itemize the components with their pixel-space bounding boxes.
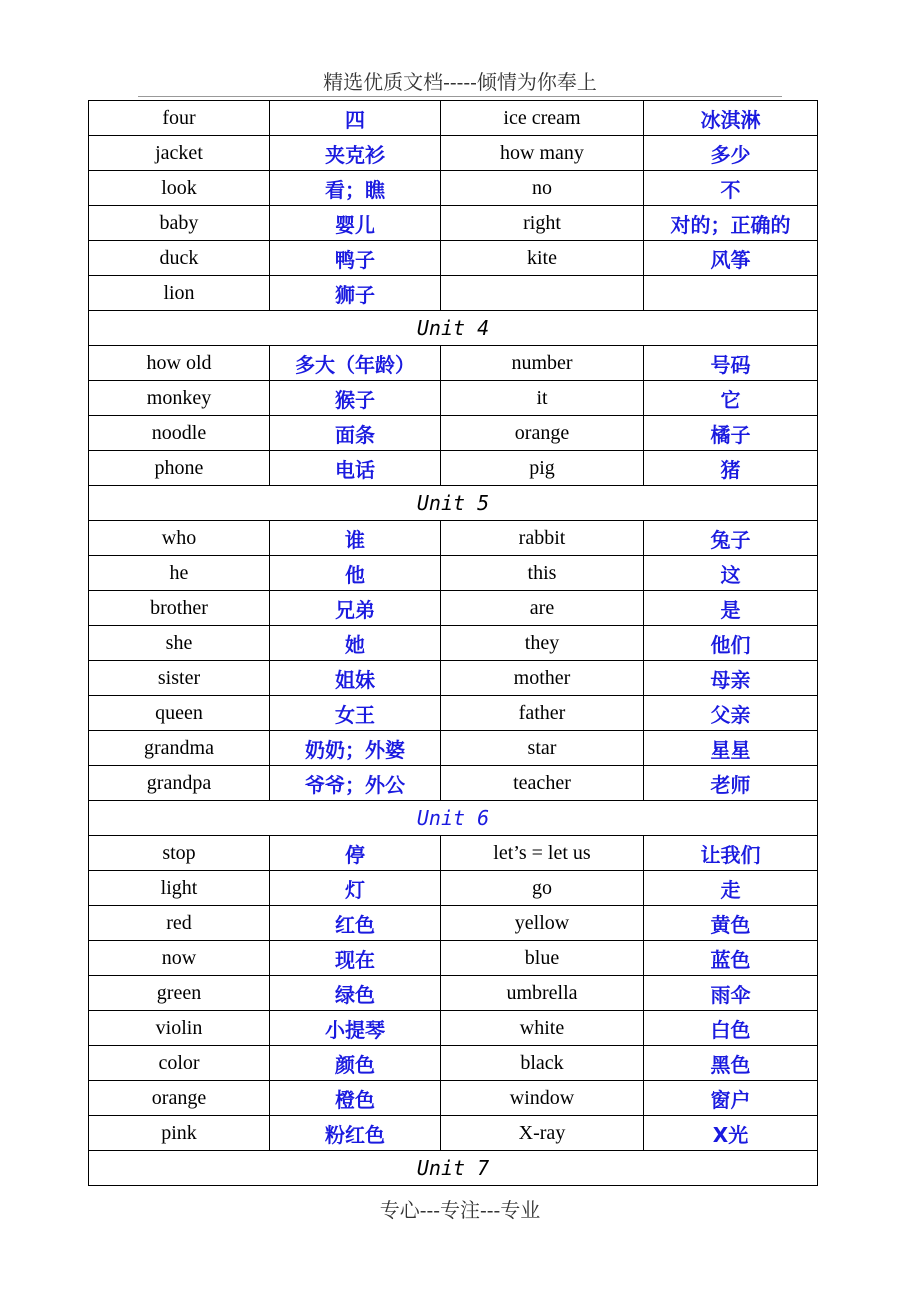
chinese-translation: 雨伞	[644, 976, 818, 1011]
chinese-translation: 她	[270, 626, 441, 661]
english-word: ice cream	[441, 101, 644, 136]
chinese-translation: 风筝	[644, 241, 818, 276]
english-word: noodle	[89, 416, 270, 451]
chinese-translation: 看；瞧	[270, 171, 441, 206]
english-word: window	[441, 1081, 644, 1116]
vocab-row	[89, 521, 818, 556]
english-word: mother	[441, 661, 644, 696]
chinese-translation: 老师	[644, 766, 818, 801]
vocab-row	[89, 101, 818, 136]
english-word: baby	[89, 206, 270, 241]
english-word: grandpa	[89, 766, 270, 801]
chinese-translation: 多大（年龄）	[270, 346, 441, 381]
english-word: light	[89, 871, 270, 906]
english-word: black	[441, 1046, 644, 1081]
chinese-translation: 绿色	[270, 976, 441, 1011]
english-word: four	[89, 101, 270, 136]
vocab-row	[89, 416, 818, 451]
english-word: queen	[89, 696, 270, 731]
vocab-row	[89, 871, 818, 906]
chinese-translation: 兔子	[644, 521, 818, 556]
english-word: pig	[441, 451, 644, 486]
unit-header-row	[89, 801, 818, 836]
chinese-translation: 星星	[644, 731, 818, 766]
chinese-translation: 蓝色	[644, 941, 818, 976]
chinese-translation: 多少	[644, 136, 818, 171]
chinese-translation: 不	[644, 171, 818, 206]
english-word: brother	[89, 591, 270, 626]
english-word: green	[89, 976, 270, 1011]
chinese-translation: 姐妹	[270, 661, 441, 696]
english-word: pink	[89, 1116, 270, 1151]
vocab-row	[89, 731, 818, 766]
vocab-row	[89, 1116, 818, 1151]
vocab-row	[89, 206, 818, 241]
english-word: blue	[441, 941, 644, 976]
english-word: phone	[89, 451, 270, 486]
vocab-row	[89, 556, 818, 591]
english-word: color	[89, 1046, 270, 1081]
unit-heading: Unit 6	[89, 801, 818, 836]
chinese-translation: 婴儿	[270, 206, 441, 241]
vocab-row	[89, 241, 818, 276]
chinese-translation: 黄色	[644, 906, 818, 941]
english-word: rabbit	[441, 521, 644, 556]
english-word: no	[441, 171, 644, 206]
english-word: right	[441, 206, 644, 241]
english-word: monkey	[89, 381, 270, 416]
vocab-row	[89, 696, 818, 731]
vocab-row	[89, 171, 818, 206]
chinese-translation: 兄弟	[270, 591, 441, 626]
vocab-row	[89, 591, 818, 626]
header-rule	[138, 96, 782, 97]
english-word: X-ray	[441, 1116, 644, 1151]
chinese-translation: 停	[270, 836, 441, 871]
chinese-translation: 白色	[644, 1011, 818, 1046]
chinese-translation: 女王	[270, 696, 441, 731]
english-word: stop	[89, 836, 270, 871]
english-word: it	[441, 381, 644, 416]
chinese-translation: 奶奶；外婆	[270, 731, 441, 766]
chinese-translation: 爷爷；外公	[270, 766, 441, 801]
chinese-translation: 粉红色	[270, 1116, 441, 1151]
chinese-translation: 猴子	[270, 381, 441, 416]
chinese-translation: 他	[270, 556, 441, 591]
english-word: violin	[89, 1011, 270, 1046]
vocab-row	[89, 661, 818, 696]
vocab-row	[89, 766, 818, 801]
vocab-row	[89, 346, 818, 381]
chinese-translation: 母亲	[644, 661, 818, 696]
vocab-row	[89, 906, 818, 941]
english-word: white	[441, 1011, 644, 1046]
english-word: yellow	[441, 906, 644, 941]
english-word: teacher	[441, 766, 644, 801]
chinese-translation: 冰淇淋	[644, 101, 818, 136]
vocab-row	[89, 451, 818, 486]
english-word: grandma	[89, 731, 270, 766]
english-word: now	[89, 941, 270, 976]
vocabulary-table	[88, 100, 818, 1186]
english-word	[441, 276, 644, 311]
english-word: this	[441, 556, 644, 591]
vocab-row	[89, 941, 818, 976]
chinese-translation: 黑色	[644, 1046, 818, 1081]
page-footer: 专心---专注---专业	[379, 1198, 541, 1222]
unit-header-row	[89, 1151, 818, 1186]
chinese-translation: 对的；正确的	[644, 206, 818, 241]
english-word: how old	[89, 346, 270, 381]
chinese-translation: 夹克衫	[270, 136, 441, 171]
english-word: jacket	[89, 136, 270, 171]
chinese-translation: 这	[644, 556, 818, 591]
chinese-translation: 窗户	[644, 1081, 818, 1116]
vocab-row	[89, 1011, 818, 1046]
english-word: who	[89, 521, 270, 556]
chinese-translation	[644, 276, 818, 311]
vocab-row	[89, 976, 818, 1011]
english-word: father	[441, 696, 644, 731]
vocab-row	[89, 1046, 818, 1081]
english-word: are	[441, 591, 644, 626]
chinese-translation: 鸭子	[270, 241, 441, 276]
chinese-translation: X光	[644, 1116, 818, 1151]
unit-heading: Unit 7	[89, 1151, 818, 1186]
chinese-translation: 橙色	[270, 1081, 441, 1116]
vocab-row	[89, 381, 818, 416]
chinese-translation: 现在	[270, 941, 441, 976]
english-word: kite	[441, 241, 644, 276]
chinese-translation: 灯	[270, 871, 441, 906]
english-word: red	[89, 906, 270, 941]
english-word: orange	[89, 1081, 270, 1116]
chinese-translation: 走	[644, 871, 818, 906]
english-word: lion	[89, 276, 270, 311]
english-word: umbrella	[441, 976, 644, 1011]
chinese-translation: 四	[270, 101, 441, 136]
chinese-translation: 红色	[270, 906, 441, 941]
vocab-row	[89, 836, 818, 871]
chinese-translation: 面条	[270, 416, 441, 451]
chinese-translation: 是	[644, 591, 818, 626]
chinese-translation: 他们	[644, 626, 818, 661]
chinese-translation: 让我们	[644, 836, 818, 871]
chinese-translation: 小提琴	[270, 1011, 441, 1046]
page-header: 精选优质文档-----倾情为你奉上	[323, 70, 597, 94]
chinese-translation: 谁	[270, 521, 441, 556]
english-word: number	[441, 346, 644, 381]
chinese-translation: 颜色	[270, 1046, 441, 1081]
english-word: go	[441, 871, 644, 906]
vocab-row	[89, 276, 818, 311]
english-word: she	[89, 626, 270, 661]
english-word: they	[441, 626, 644, 661]
unit-heading: Unit 5	[89, 486, 818, 521]
chinese-translation: 猪	[644, 451, 818, 486]
english-word: how many	[441, 136, 644, 171]
vocab-row	[89, 626, 818, 661]
english-word: duck	[89, 241, 270, 276]
chinese-translation: 狮子	[270, 276, 441, 311]
unit-header-row	[89, 311, 818, 346]
english-word: star	[441, 731, 644, 766]
english-word: orange	[441, 416, 644, 451]
english-word: he	[89, 556, 270, 591]
chinese-translation: 橘子	[644, 416, 818, 451]
english-word: let’s = let us	[441, 836, 644, 871]
chinese-translation: 父亲	[644, 696, 818, 731]
chinese-translation: 号码	[644, 346, 818, 381]
chinese-translation: 电话	[270, 451, 441, 486]
vocab-row	[89, 1081, 818, 1116]
unit-header-row	[89, 486, 818, 521]
chinese-translation: 它	[644, 381, 818, 416]
english-word: look	[89, 171, 270, 206]
english-word: sister	[89, 661, 270, 696]
vocab-row	[89, 136, 818, 171]
vocabulary-table-body	[89, 101, 818, 1186]
unit-heading: Unit 4	[89, 311, 818, 346]
